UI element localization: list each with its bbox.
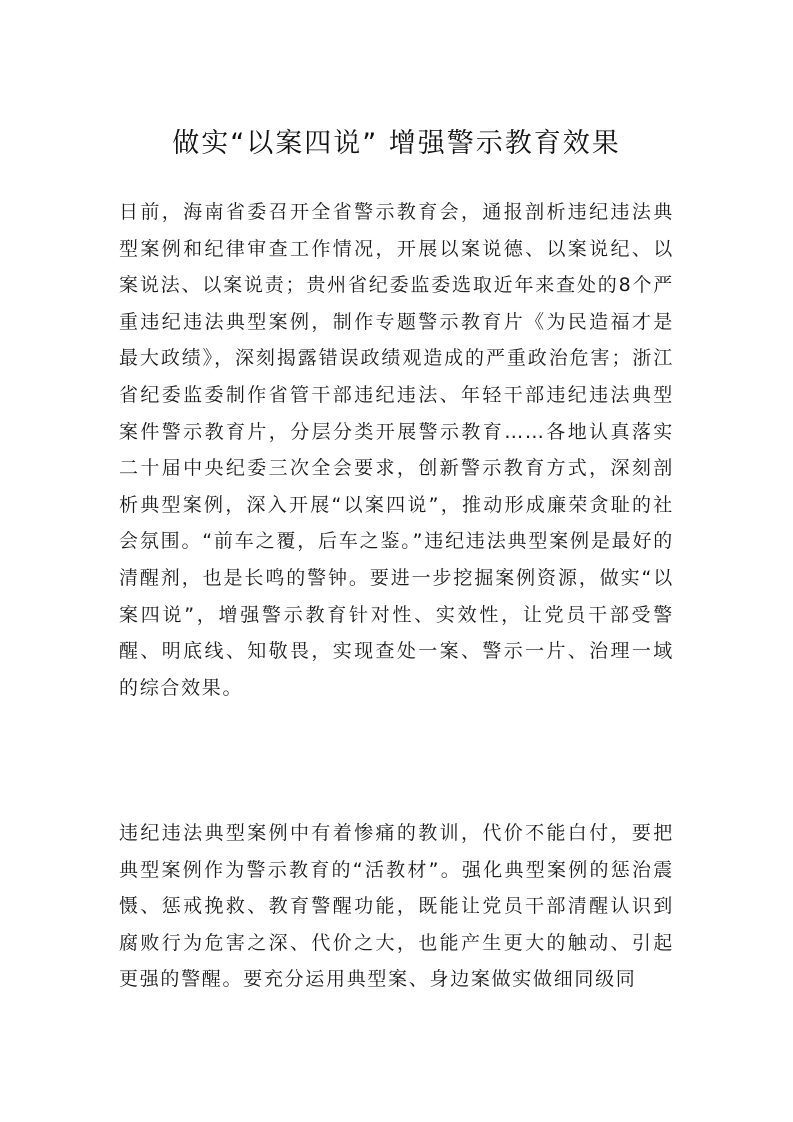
paragraph-1: 日前，海南省委召开全省警示教育会，通报剖析违纪违法典型案例和纪律审查工作情况，开展以案说德、以案说纪、以案说法、以案说责；贵州省纪委监委选取近年来查处的8个严重违纪违法典型案例，制作专题警示教育片《为民造福才是最大政绩》，深刻揭露错误政绩观造成的严重政治危害；浙江省纪委监委制作省管干部违纪违法、年轻干部违纪违法典型案件警示教育片，分层分类开展警示教育……各地认真落实二十届中央纪委三次全会要求，创新警示教育方式，深刻剖析典型案例，深入开展“以案四说”，推动形成廉荣贪耻的社会氛围。“前车之覆，后车之鉴。”违纪违法典型案例是最好的清醒剂，也是长鸣的警钟。要进一步挖掘案例资源，做实“以案四说”，增强警示教育针对性、实效性，让党员干部受警醒、明底线、知敬畏，实现查处一案、警示一片、治理一域的综合效果。 — [119, 201, 674, 699]
paragraph-2: 违纪违法典型案例中有着惨痛的教训，代价不能白付，要把典型案例作为警示教育的“活教材”。强化典型案例的惩治震慑、惩戒挽救、教育警醒功能，既能让党员干部清醒认识到腐败行为危害之深、代价之大，也能产生更大的触动、引起更强的警醒。要充分运用典型案、身边案做实做细同级同 — [119, 822, 674, 991]
document-title: 做实“以案四说” 增强警示教育效果 — [172, 128, 621, 159]
